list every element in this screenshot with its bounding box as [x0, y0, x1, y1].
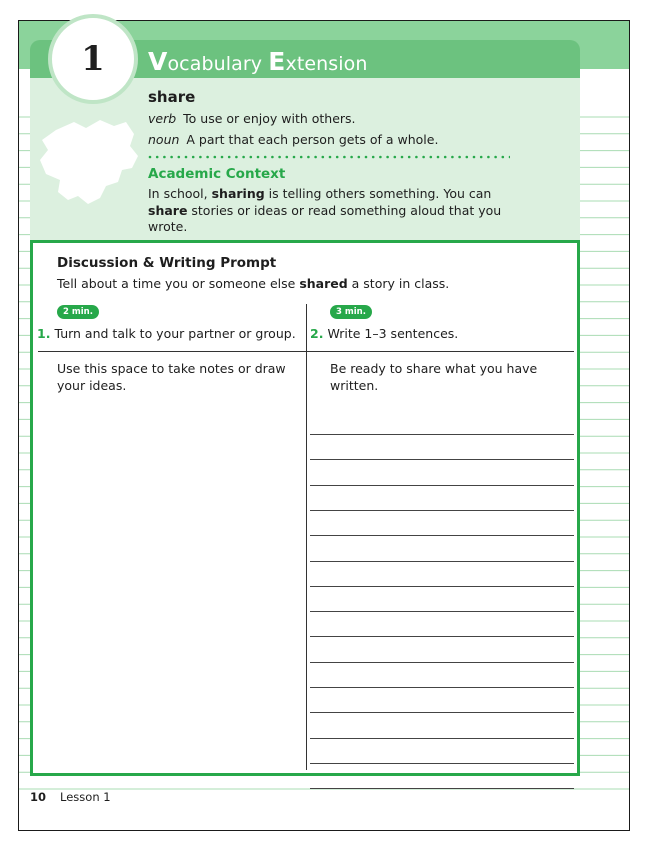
divider-dot — [300, 156, 303, 159]
step-text: Turn and talk to your partner or group. — [54, 326, 296, 341]
time-badge-step-2: 3 min. — [330, 305, 372, 319]
divider-dot — [221, 156, 224, 159]
title-cap-1: V — [148, 47, 168, 76]
prompt-box — [30, 240, 580, 776]
divider-dot — [494, 156, 497, 159]
divider-dot — [322, 156, 325, 159]
divider-dot — [473, 156, 476, 159]
writing-line[interactable] — [310, 535, 574, 536]
divider-dot — [206, 156, 209, 159]
divider-dot — [343, 156, 346, 159]
divider-dot — [163, 156, 166, 159]
title-rest-1: ocabulary — [167, 53, 269, 75]
divider-dot — [286, 156, 289, 159]
writing-line[interactable] — [310, 712, 574, 713]
divider-dot — [372, 156, 375, 159]
definition-text: To use or enjoy with others. — [183, 111, 356, 126]
notes-instruction: Use this space to take notes or draw your ideas. — [57, 361, 286, 393]
prompt-bold-word: shared — [299, 276, 348, 291]
writing-line[interactable] — [310, 485, 574, 486]
divider-dot — [214, 156, 217, 159]
title-cap-2: E — [268, 47, 286, 76]
divider-dot — [451, 156, 454, 159]
divider-dot — [156, 156, 159, 159]
divider-dot — [350, 156, 353, 159]
writing-instruction: Be ready to share what you have written. — [330, 361, 538, 393]
section-title — [148, 47, 368, 76]
step-text: Write 1–3 sentences. — [327, 326, 459, 341]
part-of-speech: noun — [148, 132, 180, 147]
divider-dot — [422, 156, 425, 159]
divider-dot — [293, 156, 296, 159]
divider-dot — [329, 156, 332, 159]
writing-line[interactable] — [310, 636, 574, 637]
divider-dot — [401, 156, 404, 159]
prompt-heading: Discussion & Writing Prompt — [57, 255, 277, 271]
writing-line[interactable] — [310, 611, 574, 612]
divider-dot — [242, 156, 245, 159]
academic-context-text — [148, 186, 510, 236]
divider-dot — [487, 156, 490, 159]
definition-noun — [148, 132, 438, 147]
writing-line[interactable] — [310, 586, 574, 587]
divider-dot — [257, 156, 260, 159]
context-text-part: is telling others something. You can — [264, 186, 492, 201]
divider-dot — [466, 156, 469, 159]
divider-dot — [271, 156, 274, 159]
writing-line[interactable] — [310, 763, 574, 764]
part-of-speech: verb — [148, 111, 177, 126]
divider-dot — [430, 156, 433, 159]
divider-dot — [358, 156, 361, 159]
divider-dot — [394, 156, 397, 159]
lesson-label: Lesson 1 — [60, 790, 111, 804]
definition-verb — [148, 111, 356, 126]
prompt-text-part: Tell about a time you or someone else — [57, 276, 300, 291]
writing-line[interactable] — [310, 687, 574, 688]
divider-dot — [509, 156, 510, 159]
writing-line[interactable] — [310, 510, 574, 511]
divider-dot — [314, 156, 317, 159]
academic-context-heading: Academic Context — [148, 166, 286, 182]
divider-dot — [458, 156, 461, 159]
lesson-number: 1 — [81, 39, 105, 79]
context-bold-word: sharing — [211, 186, 265, 201]
writing-line[interactable] — [310, 788, 574, 789]
dotted-divider — [148, 154, 510, 160]
writing-line[interactable] — [310, 738, 574, 739]
vocab-word: share — [148, 88, 196, 106]
divider-dot — [170, 156, 173, 159]
page-number: 10 — [30, 790, 47, 804]
divider-dot — [386, 156, 389, 159]
divider-dot — [437, 156, 440, 159]
writing-line[interactable] — [310, 459, 574, 460]
definition-text: A part that each person gets of a whole. — [186, 132, 439, 147]
divider-dot — [379, 156, 382, 159]
time-badge-step-1: 2 min. — [57, 305, 99, 319]
divider-dot — [365, 156, 368, 159]
writing-line[interactable] — [310, 561, 574, 562]
step-1 — [37, 326, 296, 341]
step-number: 2. — [310, 326, 324, 341]
writing-line[interactable] — [310, 434, 574, 435]
step-2 — [310, 326, 458, 341]
divider-dot — [408, 156, 411, 159]
divider-dot — [228, 156, 231, 159]
divider-dot — [278, 156, 281, 159]
page-footer — [30, 790, 111, 804]
title-rest-2: xtension — [285, 53, 368, 75]
context-text-part: In school, — [148, 186, 212, 201]
context-text-part: stories or ideas or read something aloud that you wrote. — [148, 202, 502, 234]
divider-dot — [149, 156, 152, 159]
divider-dot — [307, 156, 310, 159]
divider-dot — [185, 156, 188, 159]
context-bold-word: share — [148, 202, 188, 218]
divider-dot — [250, 156, 253, 159]
divider-dot — [415, 156, 418, 159]
divider-dot — [178, 156, 181, 159]
column-divider — [306, 304, 307, 770]
divider-dot — [199, 156, 202, 159]
divider-dot — [444, 156, 447, 159]
divider-dot — [336, 156, 339, 159]
world-map-silhouette-icon — [34, 112, 144, 212]
divider-dot — [192, 156, 195, 159]
prompt-text — [57, 276, 449, 291]
divider-dot — [264, 156, 267, 159]
prompt-text-part: a story in class. — [347, 276, 450, 291]
writing-line[interactable] — [310, 662, 574, 663]
divider-dot — [480, 156, 483, 159]
step-number: 1. — [37, 326, 51, 341]
lesson-number-badge — [48, 14, 138, 104]
divider-dot — [502, 156, 505, 159]
divider-dot — [235, 156, 238, 159]
